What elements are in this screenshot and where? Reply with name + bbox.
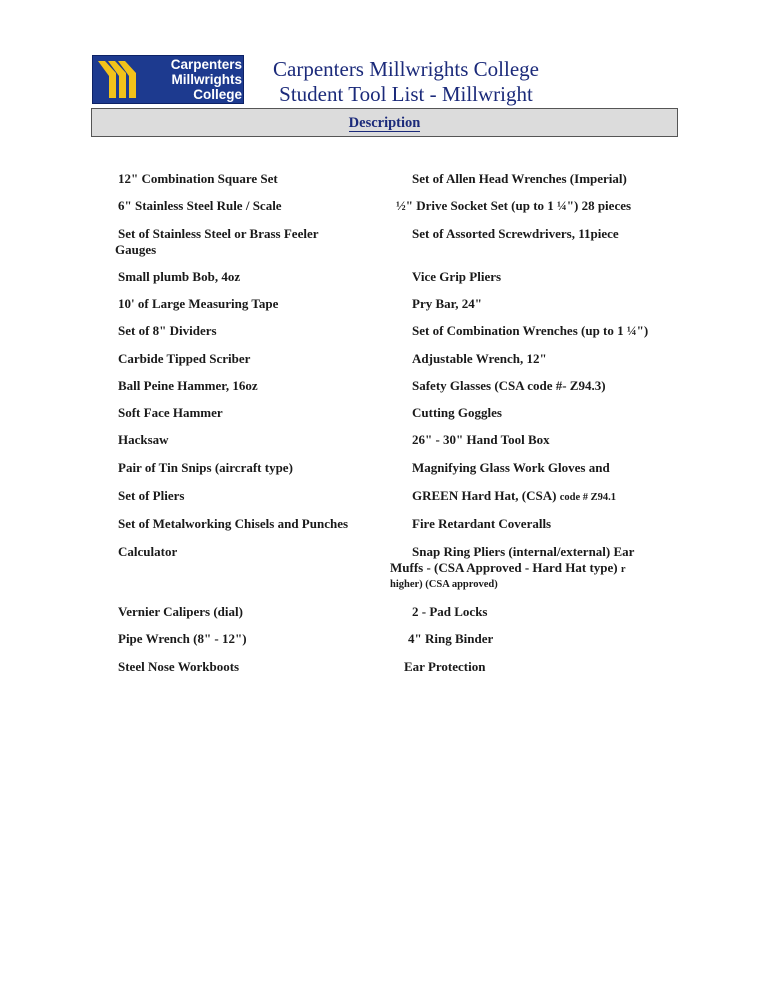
tool-item: Cutting Goggles [412, 405, 502, 420]
tool-item-code: code # Z94.1 [559, 492, 616, 503]
logo-mark-icon [96, 59, 140, 100]
tool-item [412, 488, 616, 506]
tool-item: Safety Glasses (CSA code #- Z94.3) [412, 378, 606, 393]
tool-item: Fire Retardant Coveralls [412, 516, 552, 531]
tool-item: Set of Combination Wrenches (up to 1 ¼") [412, 323, 649, 338]
tool-item: Hacksaw [118, 432, 169, 447]
tool-item: 6" Stainless Steel Rule / Scale [118, 198, 282, 213]
tool-item [390, 560, 626, 578]
tool-item: Set of Metalworking Chisels and Punches [118, 516, 349, 531]
tool-item: Adjustable Wrench, 12" [412, 351, 547, 366]
logo-text [143, 57, 242, 102]
tool-item: 12" Combination Square Set [118, 171, 278, 186]
tool-item: Steel Nose Workboots [118, 659, 240, 674]
college-logo [92, 55, 244, 104]
tool-item: 4" Ring Binder [408, 631, 494, 646]
tool-item: Set of Stainless Steel or Brass Feeler [118, 226, 319, 241]
tool-item: ½" Drive Socket Set (up to 1 ¼") 28 pieces [396, 198, 632, 213]
tool-item: Ball Peine Hammer, 16oz [118, 378, 258, 393]
logo-line-1: Carpenters [170, 57, 242, 72]
logo-line-3: College [193, 87, 242, 102]
tool-item: 26" - 30" Hand Tool Box [412, 432, 550, 447]
description-label: Description [348, 115, 421, 131]
tool-item: Set of Assorted Screwdrivers, 11piece [412, 226, 619, 241]
tool-item: Calculator [118, 544, 178, 559]
tool-item: Carbide Tipped Scriber [118, 351, 251, 366]
logo-line-2: Millwrights [171, 72, 242, 87]
tool-item: Pry Bar, 24" [412, 296, 482, 311]
tool-item: Snap Ring Pliers (internal/external) Ear [412, 544, 635, 559]
tool-item: Magnifying Glass Work Gloves and [412, 460, 610, 475]
tool-item: Vice Grip Pliers [412, 269, 502, 284]
tool-item: Small plumb Bob, 4oz [118, 269, 241, 284]
tool-item: Vernier Calipers (dial) [118, 604, 243, 619]
tool-item-fragment: r [620, 564, 626, 575]
tool-item: Pair of Tin Snips (aircraft type) [118, 460, 293, 475]
tool-item: Pipe Wrench (8" - 12") [118, 631, 247, 646]
tool-item-text: Muffs - (CSA Approved - Hard Hat type) [390, 560, 618, 575]
tool-item: 10' of Large Measuring Tape [118, 296, 279, 311]
tool-item: higher) (CSA approved) [390, 579, 498, 590]
tool-item: Ear Protection [404, 659, 486, 674]
tool-item: Gauges [115, 242, 157, 257]
page-title [256, 57, 556, 107]
title-line-1: Carpenters Millwrights College [273, 57, 539, 81]
title-line-2: Student Tool List - Millwright [279, 82, 533, 106]
tool-item: Set of 8" Dividers [118, 323, 217, 338]
tool-item: Set of Pliers [118, 488, 185, 503]
tool-item-text: GREEN Hard Hat, (CSA) [412, 488, 557, 503]
tool-item: Soft Face Hammer [118, 405, 223, 420]
tool-item: Set of Allen Head Wrenches (Imperial) [412, 171, 627, 186]
description-header [91, 108, 678, 137]
tool-item: 2 - Pad Locks [412, 604, 488, 619]
